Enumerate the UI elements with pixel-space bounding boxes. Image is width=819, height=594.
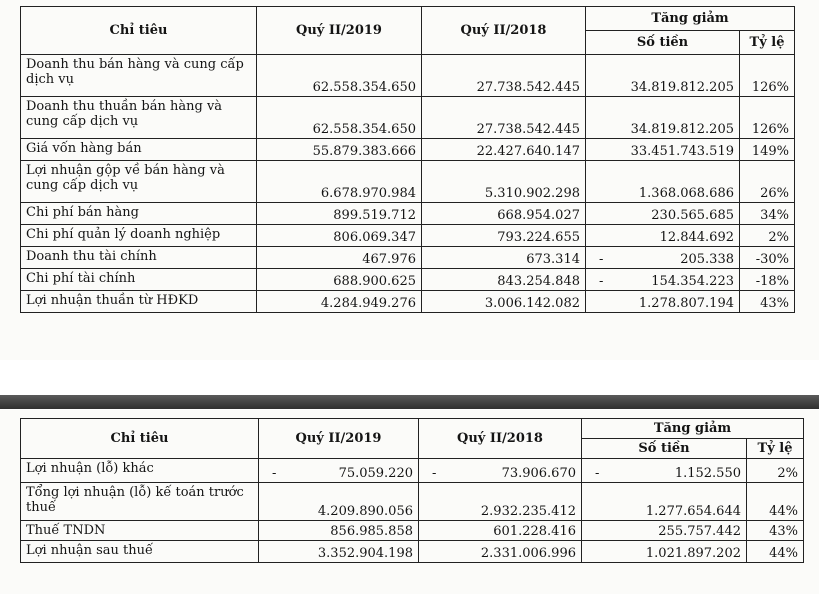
cell-ratio bbox=[747, 483, 804, 521]
row-label bbox=[21, 161, 257, 203]
cell-ratio-value: 2% bbox=[777, 466, 798, 481]
row-label-value: Chi phí quản lý doanh nghiệp bbox=[26, 227, 221, 242]
cell-amount-value: 154.354.223 bbox=[651, 274, 734, 289]
cell-ratio bbox=[740, 55, 795, 97]
cell-ratio-value: 126% bbox=[751, 122, 789, 137]
page-divider bbox=[0, 395, 819, 409]
row-label-value: Lợi nhuận sau thuế bbox=[26, 543, 154, 558]
cell-q2-2018 bbox=[422, 269, 586, 291]
cell-q2-2019-value: 62.558.354.650 bbox=[312, 122, 416, 137]
cell-q2-2019-value: 467.976 bbox=[362, 252, 416, 267]
row-label-value: Giá vốn hàng bán bbox=[26, 141, 142, 156]
cell-amount-value: 1.368.068.686 bbox=[638, 186, 734, 201]
cell-amount-value: 33.451.743.519 bbox=[630, 144, 734, 159]
cell-q2-2019-value: 3.352.904.198 bbox=[317, 546, 413, 561]
row-label bbox=[21, 203, 257, 225]
cell-q2-2018-value: 843.254.848 bbox=[497, 274, 580, 289]
cell-q2-2019 bbox=[259, 483, 419, 521]
cell-q2-2018 bbox=[422, 291, 586, 313]
cell-q2-2018-value: 668.954.027 bbox=[497, 208, 580, 223]
table-row bbox=[21, 521, 804, 541]
table-row bbox=[21, 161, 795, 203]
cell-amount-value: 1.021.897.202 bbox=[645, 546, 741, 561]
cell-q2-2018 bbox=[419, 521, 582, 541]
table-row bbox=[21, 203, 795, 225]
cell-amount-value: 34.819.812.205 bbox=[630, 122, 734, 137]
cell-q2-2018-value: 601.228.416 bbox=[493, 524, 576, 539]
row-label-value: Doanh thu bán hàng và cung cấp dịch vụ bbox=[26, 57, 244, 87]
table-row bbox=[21, 55, 795, 97]
cell-q2-2019-value: 4.209.890.056 bbox=[317, 504, 413, 519]
cell-q2-2019-value: 806.069.347 bbox=[333, 230, 416, 245]
cell-amount-value: 230.565.685 bbox=[651, 208, 734, 223]
cell-q2-2018 bbox=[422, 139, 586, 161]
cell-ratio-value: 2% bbox=[768, 230, 789, 245]
header-ratio: Tỷ lệ bbox=[747, 439, 804, 459]
cell-amount bbox=[582, 483, 747, 521]
row-label-value: Lợi nhuận (lỗ) khác bbox=[26, 461, 154, 476]
cell-q2-2019 bbox=[257, 225, 422, 247]
cell-ratio bbox=[740, 139, 795, 161]
table-row bbox=[21, 459, 804, 483]
cell-q2-2019 bbox=[259, 521, 419, 541]
cell-ratio-value: 126% bbox=[751, 80, 789, 95]
cell-q2-2019 bbox=[257, 203, 422, 225]
cell-q2-2019 bbox=[257, 55, 422, 97]
cell-q2-2019 bbox=[257, 97, 422, 139]
cell-q2-2019 bbox=[257, 161, 422, 203]
cell-ratio bbox=[747, 459, 804, 483]
cell-q2-2018 bbox=[419, 459, 582, 483]
cell-amount bbox=[586, 269, 740, 291]
cell-ratio-value: 43% bbox=[769, 524, 798, 539]
cell-amount bbox=[586, 97, 740, 139]
cell-q2-2018-value: 3.006.142.082 bbox=[484, 296, 580, 311]
row-label bbox=[21, 225, 257, 247]
table-row bbox=[21, 541, 804, 563]
cell-q2-2019-value: 688.900.625 bbox=[333, 274, 416, 289]
cell-q2-2018-value: 73.906.670 bbox=[501, 466, 576, 481]
cell-ratio-value: 26% bbox=[760, 186, 789, 201]
row-label-value: Doanh thu thuần bán hàng và cung cấp dịch vụ bbox=[26, 99, 223, 129]
cell-q2-2019 bbox=[257, 139, 422, 161]
header-ratio: Tỷ lệ bbox=[740, 31, 795, 55]
row-label bbox=[21, 269, 257, 291]
header-indicator: Chỉ tiêu bbox=[21, 7, 257, 55]
table-row bbox=[21, 247, 795, 269]
cell-amount bbox=[582, 459, 747, 483]
cell-q2-2019-value: 55.879.383.666 bbox=[312, 144, 416, 159]
cell-amount-value: 255.757.442 bbox=[658, 524, 741, 539]
cell-amount-value: 34.819.812.205 bbox=[630, 80, 734, 95]
cell-q2-2019-value: 62.558.354.650 bbox=[312, 80, 416, 95]
cell-ratio-value: 44% bbox=[769, 504, 798, 519]
cell-q2-2019 bbox=[257, 269, 422, 291]
cell-amount bbox=[586, 291, 740, 313]
cell-amount-value: 1.152.550 bbox=[674, 466, 741, 481]
table-row bbox=[21, 225, 795, 247]
income-statement-table-2 bbox=[20, 418, 804, 563]
cell-amount bbox=[582, 541, 747, 563]
cell-q2-2018 bbox=[422, 97, 586, 139]
table-row bbox=[21, 97, 795, 139]
row-label-value: Lợi nhuận gộp về bán hàng và cung cấp dịch vụ bbox=[26, 163, 225, 193]
row-label-value: Chi phí tài chính bbox=[26, 271, 136, 286]
cell-q2-2019-value: 6.678.970.984 bbox=[320, 186, 416, 201]
negative-sign: - bbox=[595, 466, 600, 481]
cell-ratio bbox=[747, 541, 804, 563]
cell-q2-2018-value: 673.314 bbox=[526, 252, 580, 267]
cell-amount bbox=[586, 139, 740, 161]
cell-q2-2019-value: 856.985.858 bbox=[330, 524, 413, 539]
cell-amount-value: 1.277.654.644 bbox=[645, 504, 741, 519]
header-amount: Số tiền bbox=[586, 31, 740, 55]
cell-q2-2019-value: 899.519.712 bbox=[333, 208, 416, 223]
cell-q2-2018 bbox=[422, 55, 586, 97]
cell-q2-2018-value: 2.331.006.996 bbox=[480, 546, 576, 561]
cell-q2-2019 bbox=[259, 541, 419, 563]
cell-ratio bbox=[740, 247, 795, 269]
header-q2-2019: Quý II/2019 bbox=[257, 7, 422, 55]
row-label bbox=[21, 459, 259, 483]
row-label bbox=[21, 521, 259, 541]
cell-q2-2018-value: 5.310.902.298 bbox=[484, 186, 580, 201]
table-row bbox=[21, 139, 795, 161]
row-label-value: Lợi nhuận thuần từ HĐKD bbox=[26, 293, 199, 308]
header-q2-2019: Quý II/2019 bbox=[259, 419, 419, 459]
negative-sign: - bbox=[272, 466, 277, 481]
cell-q2-2018-value: 22.427.640.147 bbox=[476, 144, 580, 159]
row-label bbox=[21, 139, 257, 161]
cell-q2-2018 bbox=[422, 225, 586, 247]
row-label-value: Thuế TNDN bbox=[26, 523, 106, 538]
cell-q2-2018 bbox=[419, 483, 582, 521]
cell-ratio-value: 149% bbox=[751, 144, 789, 159]
row-label-value: Chi phí bán hàng bbox=[26, 205, 139, 220]
cell-q2-2018 bbox=[419, 541, 582, 563]
cell-q2-2019-value: 75.059.220 bbox=[338, 466, 413, 481]
cell-ratio bbox=[740, 203, 795, 225]
table-row bbox=[21, 269, 795, 291]
table-row bbox=[21, 291, 795, 313]
cell-amount bbox=[586, 225, 740, 247]
row-label-value: Tổng lợi nhuận (lỗ) kế toán trước thuế bbox=[26, 485, 244, 515]
cell-ratio-value: -30% bbox=[755, 252, 789, 267]
cell-ratio-value: 34% bbox=[760, 208, 789, 223]
header-q2-2018: Quý II/2018 bbox=[419, 419, 582, 459]
row-label-value: Doanh thu tài chính bbox=[26, 249, 157, 264]
cell-q2-2019-value: 4.284.949.276 bbox=[320, 296, 416, 311]
cell-ratio bbox=[740, 225, 795, 247]
header-amount: Số tiền bbox=[582, 439, 747, 459]
header-change: Tăng giảm bbox=[582, 419, 804, 439]
cell-amount bbox=[582, 521, 747, 541]
cell-amount-value: 205.338 bbox=[680, 252, 734, 267]
negative-sign: - bbox=[599, 252, 604, 267]
negative-sign: - bbox=[599, 274, 604, 289]
cell-amount-value: 1.278.807.194 bbox=[638, 296, 734, 311]
table-row bbox=[21, 483, 804, 521]
cell-ratio bbox=[740, 269, 795, 291]
cell-ratio bbox=[747, 521, 804, 541]
cell-q2-2018-value: 27.738.542.445 bbox=[476, 80, 580, 95]
row-label bbox=[21, 291, 257, 313]
cell-q2-2018 bbox=[422, 161, 586, 203]
cell-q2-2019 bbox=[257, 247, 422, 269]
cell-amount bbox=[586, 55, 740, 97]
header-change: Tăng giảm bbox=[586, 7, 795, 31]
header-indicator: Chỉ tiêu bbox=[21, 419, 259, 459]
cell-amount bbox=[586, 161, 740, 203]
cell-amount-value: 12.844.692 bbox=[659, 230, 734, 245]
cell-ratio bbox=[740, 291, 795, 313]
cell-ratio bbox=[740, 161, 795, 203]
cell-q2-2018 bbox=[422, 247, 586, 269]
header-q2-2018: Quý II/2018 bbox=[422, 7, 586, 55]
row-label bbox=[21, 247, 257, 269]
row-label bbox=[21, 541, 259, 563]
cell-amount bbox=[586, 203, 740, 225]
cell-amount bbox=[586, 247, 740, 269]
row-label bbox=[21, 55, 257, 97]
cell-q2-2018-value: 793.224.655 bbox=[497, 230, 580, 245]
income-statement-table-1 bbox=[20, 6, 795, 313]
cell-q2-2018-value: 27.738.542.445 bbox=[476, 122, 580, 137]
cell-ratio-value: 43% bbox=[760, 296, 789, 311]
cell-ratio bbox=[740, 97, 795, 139]
cell-q2-2019 bbox=[259, 459, 419, 483]
cell-ratio-value: -18% bbox=[755, 274, 789, 289]
negative-sign: - bbox=[432, 466, 437, 481]
cell-ratio-value: 44% bbox=[769, 546, 798, 561]
row-label bbox=[21, 483, 259, 521]
cell-q2-2019 bbox=[257, 291, 422, 313]
cell-q2-2018 bbox=[422, 203, 586, 225]
cell-q2-2018-value: 2.932.235.412 bbox=[480, 504, 576, 519]
row-label bbox=[21, 97, 257, 139]
